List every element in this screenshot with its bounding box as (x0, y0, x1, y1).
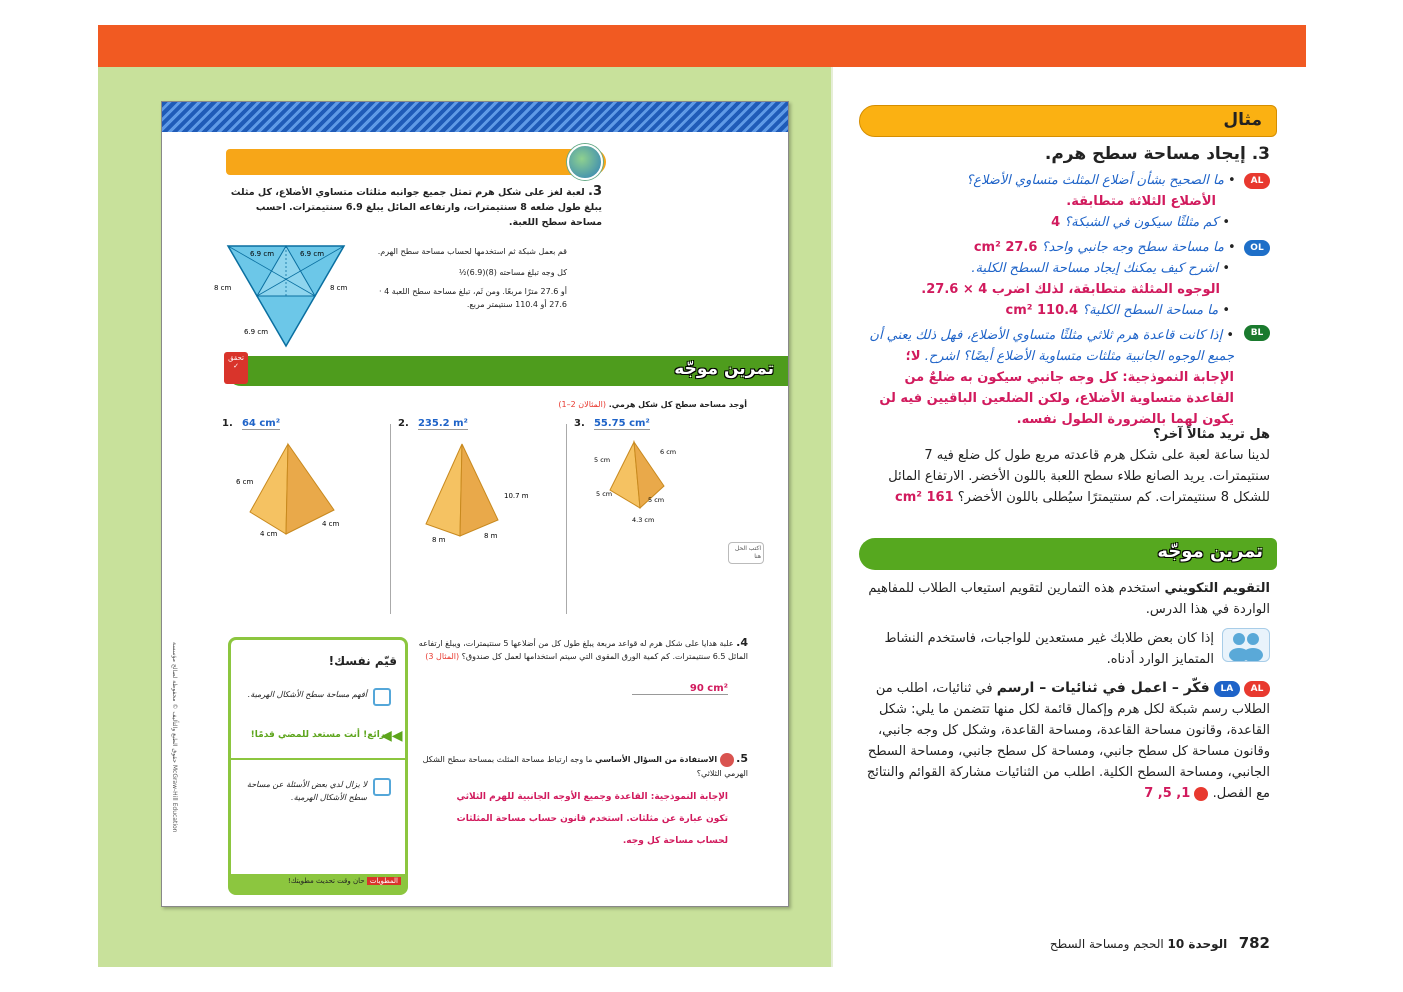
self-check-item-2: لا يزال لدي بعض الأسئلة عن مساحة سطح الأشكال الهرمية. (246, 780, 367, 802)
guided-practice-banner: تمرين موجّه (859, 538, 1277, 570)
square-pyramid-1 (232, 440, 352, 540)
exercise-reference-icon (1194, 787, 1208, 801)
self-check-go: رائع! أنت مستعد للمضي قدمًا! (250, 730, 385, 740)
dim-label: 5 cm (594, 456, 611, 464)
unit-label: الوحدة 10 (1167, 937, 1228, 951)
readiness-note: إذا كان بعض طلابك غير مستعدين للواجبات، فاستخدم النشاط المتمايز الوارد أدناه. (884, 631, 1214, 667)
example-banner (226, 149, 606, 175)
self-check-title: قيّم نفسك! (328, 654, 397, 668)
formative-assessment: التقويم التكويني استخدم هذه التمارين لتقويم استيعاب الطلاب للمفاهيم الواردة في هذا الدرس. (868, 581, 1270, 617)
essential-question-icon (720, 753, 734, 767)
dim-label: 6 cm (660, 448, 677, 456)
check-icon: تحقق ✓ (224, 352, 248, 384)
forward-arrows-icon: ◀◀ (381, 728, 403, 744)
dim-label: 4 cm (322, 520, 340, 528)
example-header-banner: مثال (859, 105, 1277, 137)
student-page (161, 101, 789, 907)
guided-instruction: أوجد مساحة سطح كل شكل هرمي. (المثالان 2–1) (558, 400, 747, 409)
la-badge: LA (1214, 681, 1240, 697)
net-label: 8 cm (330, 284, 348, 292)
dim-label: 5 cm (648, 496, 665, 504)
foldables-bar: المطويات حان وقت تحديث مطويتك! (231, 874, 405, 892)
another-example: هل تريد مثالاً آخر؟ لدينا ساعة لعبة على شكل هرم قاعدته مربع طول كل ضلع فيه 7 سنتيمترات. يريد الصانع طلاء سطح اللعبة باللون الأخضر. الارتفاع المائل للشكل 8 سنتيمترات. كم سنتيمترًا سيُطلى باللون الأخضر؟ 161 cm² (888, 427, 1270, 505)
globe-icon (567, 144, 603, 180)
dim-label: 4 cm (260, 530, 278, 538)
square-pyramid-2 (412, 440, 542, 544)
unit-title: الحجم ومساحة السطح (1049, 937, 1164, 951)
exercise-5-answer: الإجابة النموذجية: القاعدة وجميع الأوجه الجانبية للهرم الثلاثي تكون عبارة عن مثلثات. استخدم قانون حساب مساحة المثلثات لحساب مساحة كل وجه. (456, 792, 728, 846)
solution-text: قم بعمل شبكة ثم استخدمها لحساب مساحة سطح الهرم. كل وجه تبلغ مساحته (8)(6.9)½ أو 27.6 مترًا مربعًا. ومن ثَم، تبلغ مساحة سطح اللعبة 4 · 27.6 أو 110.4 سنتيمتر مربع. (377, 247, 567, 309)
bl-question-row: BL • إذا كانت قاعدة هرم ثلاثي مثلثًا متساوي الأضلاع، فهل ذلك يعني أن جميع الوجوه الجانبية مثلثات متساوية الأضلاع أيضًا؟ اشرح. لا؛ الإجابة النموذجية: كل وجه جانبي سيكون به ضلعٌ من القاعدة متساوية الأضلاع، ولكن الضلعين الباقيين فيه لن يكون لهما بالضرورة الطول نفسه. (866, 325, 1270, 430)
example-heading: 3. إيجاد مساحة سطح هرم. (1044, 144, 1270, 164)
exercise-4-answer: 90 cm² (632, 683, 728, 695)
page-number: 782 (1238, 934, 1270, 952)
net-label: 6.9 cm (300, 250, 325, 258)
self-check-box (228, 637, 408, 895)
al-question-row: AL • ما الصحيح بشأن أضلاع المثلث متساوي الأضلاع؟ (866, 170, 1270, 191)
footer (1000, 934, 1270, 952)
copyright-strip: حقوق الطبع والتأليف © محفوظة لصالح مؤسسة McGraw-Hill Education (171, 642, 178, 833)
exercise-3: 3. 55.75 cm² (574, 418, 650, 429)
self-check-checkbox-1[interactable] (373, 688, 391, 706)
al-badge: AL (1244, 173, 1270, 189)
think-pair-draw: AL LA فكّر – اعمل في ثنائيات – ارسم في ثنائيات، اطلب من الطلاب رسم شبكة لكل هرم وإكمال قائمة لكل منها تتضمن ما يلي: شكل القاعدة، وقانون مساحة القاعدة، ومساحة القاعدة، وشكل كل وجه جانبي، وقانون مساحة كل سطح جانبي، ومساحة كل سطح جانبي، ومساحة السطح الجانبي، ومساحة السطح الكلية. اطلب من الثنائيات مشاركة القوائم والنتائج مع الفصل. 1, 5, 7 (866, 680, 1270, 801)
dim-label: 8 m (484, 532, 498, 540)
self-check-checkbox-2[interactable] (373, 778, 391, 796)
self-check-item-1: أفهم مساحة سطح الأشكال الهرمية. (247, 690, 367, 699)
example-problem: 3. لعبة لغز على شكل هرم تمثل جميع جوانبه مثلثات متساوي الأضلاع، كل مثلث يبلغ طول ضلعه 8 سنتيمترات، وارتفاعه المائل يبلغ 6.9 سنتيمترات. احسب مساحة سطح اللعبة. (230, 184, 602, 228)
guided-practice-bar: تمرين موجّه (226, 356, 788, 386)
bl-badge: BL (1244, 325, 1270, 341)
dim-label: 10.7 m (504, 492, 529, 500)
ol-question-row: OL • ما مساحة سطح وجه جانبي واحد؟ 27.6 cm² (866, 237, 1270, 258)
page-divider (831, 67, 833, 967)
teacher-questions: AL • ما الصحيح بشأن أضلاع المثلث متساوي الأضلاع؟ الأضلاع الثلاثة متطابقة. • كم مثلثًا سيكون في الشبكة؟ 4 OL • ما مساحة سطح وجه جانبي واحد؟ 27.6 cm² • اشرح كيف يمكنك إيجاد مساحة السطح الكلية. الوجوه المثلثة متطابقة، لذلك اضرب 4 × 27.6. • ما مساحة السطح الكلية؟ 110.4 cm² BL • إذا كانت قاعدة هرم ثلاثي مثلثًا متساوي الأضلاع، فهل ذلك يعني أن جميع الوجوه الجانبية مثلثات متساوية الأضلاع أيضًا؟ اشرح. لا؛ الإجابة النموذجية: كل وجه جانبي سيكون به ضلعٌ من القاعدة متساوية الأضلاع، ولكن الضلعين الباقيين فيه لن يكون لهما بالضرورة الطول نفسه. (866, 170, 1270, 430)
blue-stripe-header (162, 102, 788, 132)
dim-label: 5 cm (596, 490, 613, 498)
exercise-2: 2. 235.2 m² (398, 418, 468, 429)
students-icon (1222, 628, 1270, 662)
top-orange-bar (98, 25, 1306, 67)
triangular-pyramid-3 (582, 438, 702, 528)
dim-label: 6 cm (236, 478, 254, 486)
ol-badge: OL (1244, 240, 1270, 256)
exercise-5: 5. الاستفادة من السؤال الأساسي ما وجه ارتباط مساحة المثلث بمساحة سطح الشكل الهرمي الثلاثي؟ (422, 752, 748, 778)
exercise-1: 1. 64 cm² (222, 418, 281, 429)
exercise-4: 4. علبة هدايا على شكل هرم له قواعد مربعة يبلغ طول كل من أضلاعها 5 سنتيمترات، ويبلغ ارتفاعه المائل 6.5 سنتيمترات. كم كمية الورق المقوى التي سيتم استخدامها لعمل كل صندوق؟ (المثال 3) (418, 636, 748, 661)
net-label: 8 cm (214, 284, 232, 292)
pyramid-net-diagram (214, 240, 354, 350)
net-label: 6.9 cm (244, 328, 269, 336)
dim-label: 8 m (432, 536, 446, 544)
dim-label: 4.3 cm (632, 516, 655, 524)
write-here-note: اكتب الحل هنا (728, 542, 764, 564)
al-badge: AL (1244, 681, 1270, 697)
net-label: 6.9 cm (250, 250, 275, 258)
